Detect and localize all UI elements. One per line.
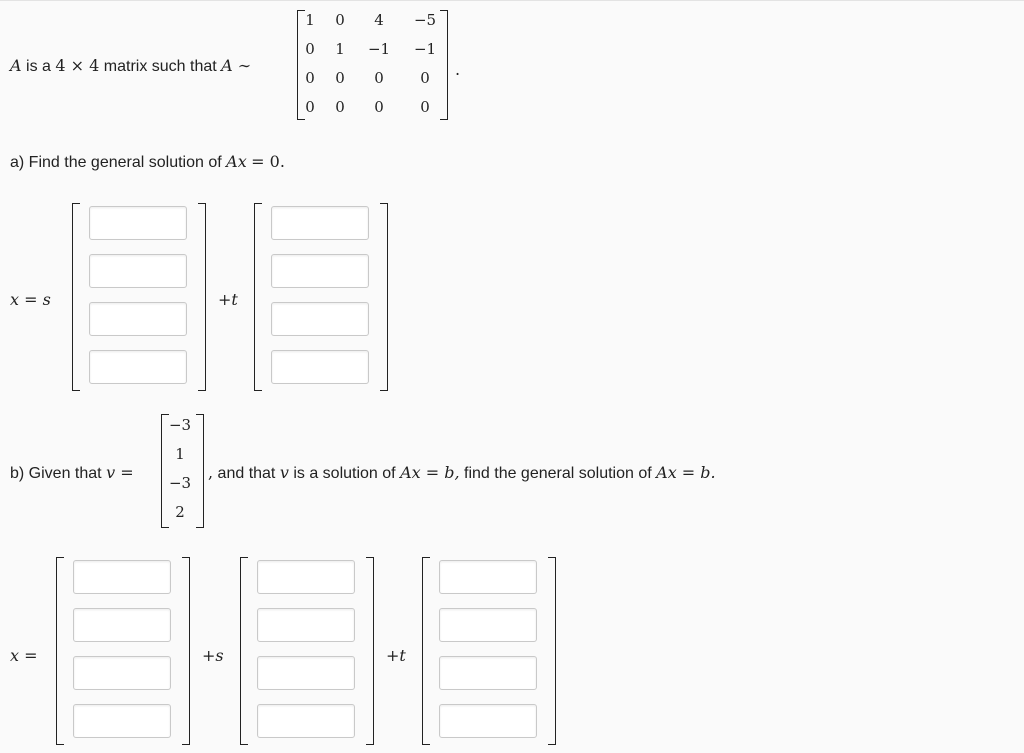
matrix-cell: 0	[335, 98, 345, 116]
matrix-cell: 4	[374, 11, 384, 29]
problem-statement	[10, 56, 251, 76]
intro-sim: A ∼	[221, 56, 252, 75]
matrix-cell: 1	[335, 40, 345, 58]
part-a-vec2-entry-4[interactable]	[271, 350, 369, 384]
matrix-cell: 0	[374, 98, 384, 116]
part-a-solution-lhs: x = s	[10, 290, 51, 309]
matrix-right-bracket	[440, 10, 448, 120]
matrix-cell: −1	[413, 40, 437, 58]
matrix-cell: −1	[367, 40, 391, 58]
part-a-prompt	[10, 152, 285, 172]
part-b-vec3-left-bracket	[422, 557, 430, 745]
part-b-vec1-entry-2[interactable]	[73, 608, 171, 642]
part-a-vec1-entry-4[interactable]	[89, 350, 187, 384]
matrix-cell: 0	[335, 11, 345, 29]
v-entry: −3	[168, 416, 192, 434]
part-b-prompt-start	[10, 463, 134, 483]
matrix-cell: 0	[420, 98, 430, 116]
part-a-vec2-entry-1[interactable]	[271, 206, 369, 240]
part-b-mid-text: and that	[217, 465, 276, 482]
part-a-vec2-left-bracket	[254, 203, 262, 391]
part-a-vec1-entry-2[interactable]	[89, 254, 187, 288]
part-b-vec2-entry-4[interactable]	[257, 704, 355, 738]
intro-text: is a	[26, 58, 51, 75]
part-b-v-eq: v =	[106, 463, 134, 482]
part-b-vec2-left-bracket	[240, 557, 248, 745]
part-b-vec3-entry-4[interactable]	[439, 704, 537, 738]
part-b-vec1-entry-1[interactable]	[73, 560, 171, 594]
part-b-prompt-rest	[208, 463, 716, 483]
part-b-vec2-entry-2[interactable]	[257, 608, 355, 642]
matrix-cell: 0	[335, 69, 345, 87]
var-A: A	[10, 56, 22, 75]
matrix-cell: 0	[374, 69, 384, 87]
part-b-plus-t: +t	[386, 646, 406, 665]
part-a-vec1-entry-1[interactable]	[89, 206, 187, 240]
part-a-vec2-right-bracket	[380, 203, 388, 391]
part-b-vec3-entry-2[interactable]	[439, 608, 537, 642]
part-b-prompt-text: b) Given that	[10, 465, 102, 482]
matrix-cell: 0	[420, 69, 430, 87]
part-b-vec3-entry-1[interactable]	[439, 560, 537, 594]
v-entry: 1	[175, 445, 185, 463]
v-entry: 2	[175, 503, 185, 521]
part-b-find-text: find the general solution of	[464, 465, 652, 482]
part-b-vec1-left-bracket	[56, 557, 64, 745]
part-b-vec2-right-bracket	[366, 557, 374, 745]
var-v: v	[279, 463, 289, 482]
part-b-plus-s: +s	[202, 646, 224, 665]
matrix-period: .	[455, 60, 461, 79]
part-a-equation-rhs: = 0.	[251, 152, 285, 171]
v-entry: −3	[168, 474, 192, 492]
matrix-cell: 0	[305, 69, 315, 87]
part-a-vec1-left-bracket	[72, 203, 80, 391]
part-b-comma: ,	[208, 463, 214, 482]
part-b-vec2-entry-1[interactable]	[257, 560, 355, 594]
top-divider	[0, 0, 1024, 1]
part-b-vec2-entry-3[interactable]	[257, 656, 355, 690]
part-b-vec1-entry-3[interactable]	[73, 656, 171, 690]
part-b-is-solution-text: is a solution of	[293, 465, 396, 482]
part-a-vec1-right-bracket	[198, 203, 206, 391]
part-b-solution-lhs: x =	[10, 646, 38, 665]
part-b-vec1-entry-4[interactable]	[73, 704, 171, 738]
matrix-cell: 0	[305, 98, 315, 116]
matrix-cell: 1	[305, 11, 315, 29]
matrix-cell: 0	[305, 40, 315, 58]
part-b-vec1-right-bracket	[182, 557, 190, 745]
matrix-cell: −5	[413, 11, 437, 29]
part-a-plus-t: +t	[218, 290, 238, 309]
v-right-bracket	[196, 414, 204, 528]
part-a-vec2-entry-3[interactable]	[271, 302, 369, 336]
part-b-vec3-right-bracket	[548, 557, 556, 745]
intro-dims: 4 × 4	[55, 56, 100, 75]
part-b-vec3-entry-3[interactable]	[439, 656, 537, 690]
part-b-equation-1: Ax = b,	[400, 463, 460, 482]
part-b-equation-2: Ax = b.	[656, 463, 716, 482]
part-a-vec1-entry-3[interactable]	[89, 302, 187, 336]
part-a-equation: Ax	[226, 152, 247, 171]
part-a-vec2-entry-2[interactable]	[271, 254, 369, 288]
intro-suffix: matrix such that	[103, 58, 217, 75]
part-a-prompt-text: a) Find the general solution of	[10, 154, 222, 171]
